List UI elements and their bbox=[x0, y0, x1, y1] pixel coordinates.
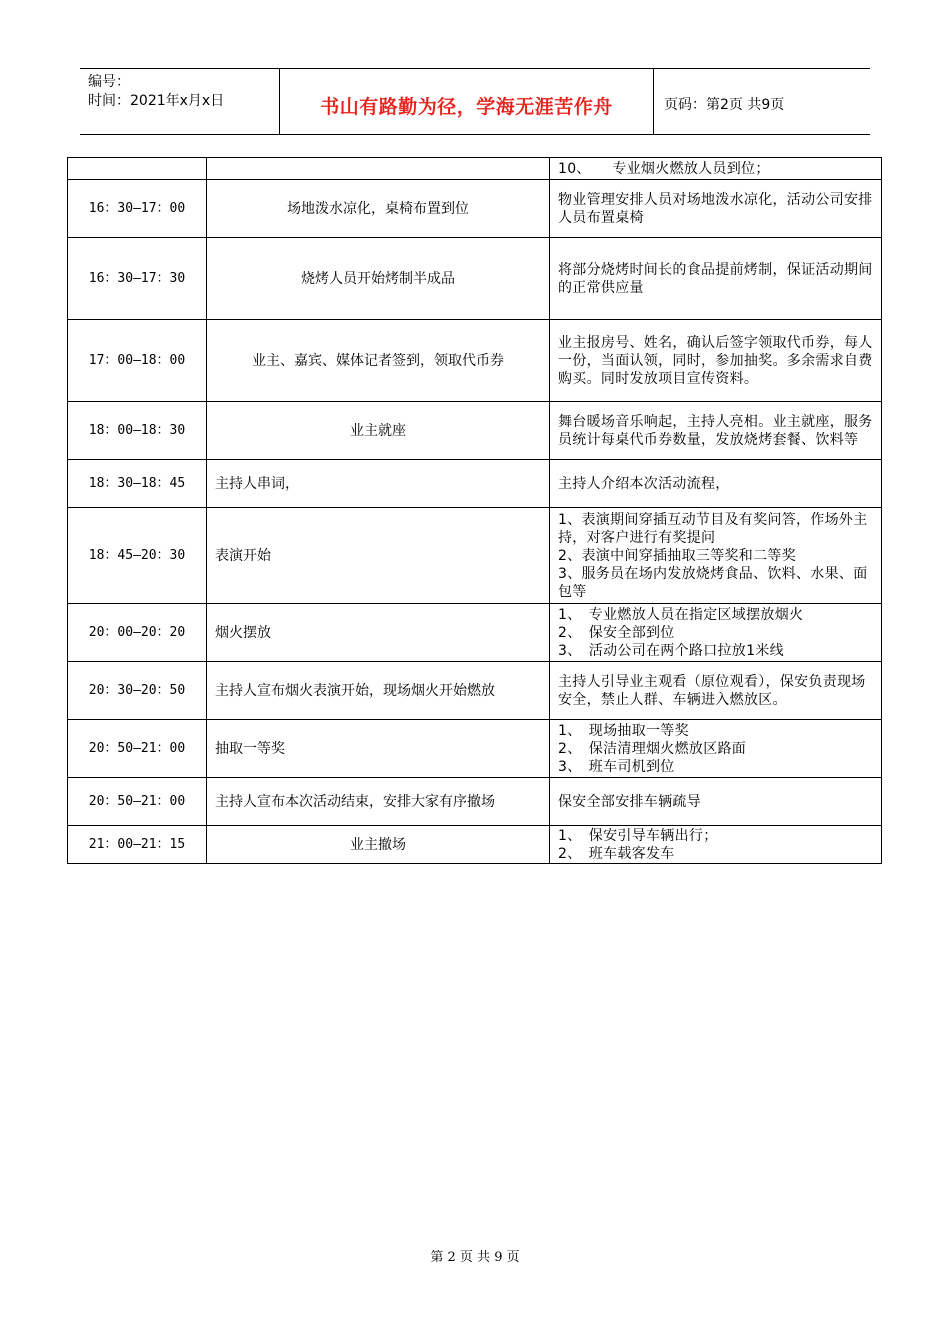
note-line: 业主报房号、姓名，确认后签字领取代币券，每人一份，当面认领，同时，参加抽奖。多余需求自费购买。同时发放项目宣传资料。 bbox=[558, 334, 873, 387]
note-line: 保安全部安排车辆疏导 bbox=[558, 793, 701, 810]
time-cell bbox=[68, 158, 207, 180]
activity-cell: 烧烤人员开始烤制半成品 bbox=[207, 238, 550, 320]
table-row bbox=[68, 508, 882, 604]
activity-cell: 抽取一等奖 bbox=[207, 720, 550, 778]
note-line: 1、 专业燃放人员在指定区域摆放烟火 bbox=[558, 606, 804, 623]
time-cell: 18：45—20：30 bbox=[68, 508, 207, 604]
notes-cell bbox=[550, 460, 882, 508]
page-header bbox=[80, 68, 870, 135]
time-cell: 16：30—17：30 bbox=[68, 238, 207, 320]
time-cell: 20：00—20：20 bbox=[68, 604, 207, 662]
schedule-table-body bbox=[68, 158, 882, 864]
table-row bbox=[68, 662, 882, 720]
note-line: 将部分烧烤时间长的食品提前烤制，保证活动期间的正常供应量 bbox=[558, 261, 873, 296]
table-row bbox=[68, 320, 882, 402]
activity-cell: 场地泼水凉化，桌椅布置到位 bbox=[207, 180, 550, 238]
time-cell: 21：00—21：15 bbox=[68, 826, 207, 864]
note-line: 3、 班车司机到位 bbox=[558, 758, 675, 775]
note-line: 2、表演中间穿插抽取三等奖和二等奖 bbox=[558, 547, 797, 564]
notes-cell bbox=[550, 604, 882, 662]
activity-cell: 业主就座 bbox=[207, 402, 550, 460]
time-cell: 20：30—20：50 bbox=[68, 662, 207, 720]
table-row bbox=[68, 402, 882, 460]
note-line: 2、 保洁清理烟火燃放区路面 bbox=[558, 740, 747, 757]
activity-cell: 主持人串词， bbox=[207, 460, 550, 508]
notes-cell bbox=[550, 778, 882, 826]
notes-cell bbox=[550, 320, 882, 402]
activity-cell: 主持人宣布烟火表演开始，现场烟火开始燃放 bbox=[207, 662, 550, 720]
note-line: 1、 现场抽取一等奖 bbox=[558, 722, 689, 739]
activity-cell bbox=[207, 158, 550, 180]
notes-cell bbox=[550, 158, 882, 180]
notes-cell bbox=[550, 508, 882, 604]
note-line: 主持人引导业主观看（原位观看），保安负责现场安全，禁止人群、车辆进入燃放区。 bbox=[558, 673, 866, 708]
activity-cell: 业主、嘉宾、媒体记者签到，领取代币券 bbox=[207, 320, 550, 402]
activity-cell: 烟火摆放 bbox=[207, 604, 550, 662]
time-cell: 18：30—18：45 bbox=[68, 460, 207, 508]
note-line: 2、 班车载客发车 bbox=[558, 845, 675, 862]
note-line: 1、表演期间穿插互动节目及有奖问答，作场外主持，对客户进行有奖提问 bbox=[558, 511, 868, 546]
time-cell: 17：00—18：00 bbox=[68, 320, 207, 402]
document-date: 时间：2021年x月x日 bbox=[88, 93, 225, 109]
table-row bbox=[68, 778, 882, 826]
table-row bbox=[68, 826, 882, 864]
activity-cell: 主持人宣布本次活动结束，安排大家有序撤场 bbox=[207, 778, 550, 826]
table-row bbox=[68, 180, 882, 238]
time-cell: 20：50—21：00 bbox=[68, 778, 207, 826]
page-footer: 第 2 页 共 9 页 bbox=[430, 1250, 520, 1265]
document-number-label: 编号： bbox=[88, 74, 130, 90]
header-motto: 书山有路勤为径，学海无涯苦作舟 bbox=[280, 69, 654, 135]
time-cell: 18：00—18：30 bbox=[68, 402, 207, 460]
notes-cell bbox=[550, 662, 882, 720]
table-row bbox=[68, 460, 882, 508]
notes-cell bbox=[550, 720, 882, 778]
activity-cell: 表演开始 bbox=[207, 508, 550, 604]
note-line: 主持人介绍本次活动流程， bbox=[558, 475, 730, 492]
note-line: 舞台暖场音乐响起，主持人亮相。业主就座，服务员统计每桌代币券数量，发放烧烤套餐、饮料等 bbox=[558, 413, 873, 448]
note-line: 3、 活动公司在两个路口拉放1米线 bbox=[558, 642, 784, 659]
table-row bbox=[68, 238, 882, 320]
note-line: 物业管理安排人员对场地泼水凉化，活动公司安排人员布置桌椅 bbox=[558, 191, 873, 226]
note-line: 3、服务员在场内发放烧烤食品、饮料、水果、面包等 bbox=[558, 565, 868, 600]
header-meta bbox=[80, 69, 280, 135]
header-page-number: 页码：第2页 共9页 bbox=[664, 97, 785, 113]
notes-cell bbox=[550, 238, 882, 320]
notes-cell bbox=[550, 826, 882, 864]
table-row bbox=[68, 604, 882, 662]
table-row bbox=[68, 158, 882, 180]
schedule-table bbox=[67, 157, 882, 864]
activity-cell: 业主撤场 bbox=[207, 826, 550, 864]
table-row bbox=[68, 720, 882, 778]
time-cell: 20：50—21：00 bbox=[68, 720, 207, 778]
note-line: 10、 专业烟火燃放人员到位； bbox=[558, 160, 770, 177]
notes-cell bbox=[550, 180, 882, 238]
notes-cell bbox=[550, 402, 882, 460]
time-cell: 16：30—17：00 bbox=[68, 180, 207, 238]
note-line: 1、 保安引导车辆出行； bbox=[558, 827, 718, 844]
note-line: 2、 保安全部到位 bbox=[558, 624, 675, 641]
